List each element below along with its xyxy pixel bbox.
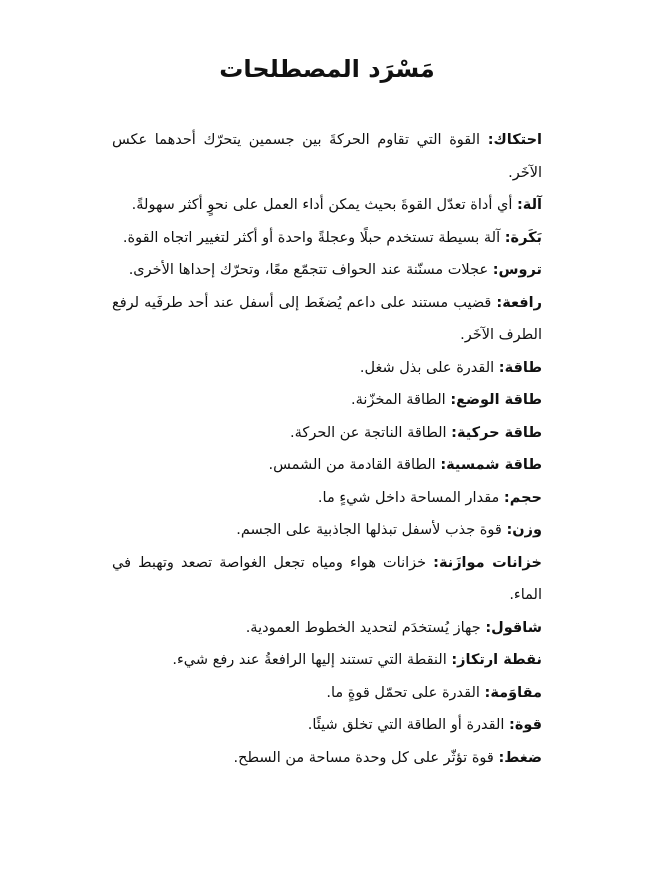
glossary-definition: القدرة على بذل شغل. bbox=[359, 359, 499, 376]
glossary-definition: جهاز يُستخدَم لتحديد الخطوط العمودية. bbox=[245, 619, 486, 636]
glossary-term: مقاوَمة: bbox=[484, 684, 542, 701]
glossary-list bbox=[112, 124, 542, 774]
glossary-term: طاقة شمسية: bbox=[440, 457, 542, 473]
glossary-definition: قوة تؤثّر على كل وحدة مساحة من السطح. bbox=[233, 749, 499, 766]
page-title: مَسْرَد المصطلحات bbox=[219, 55, 435, 83]
glossary-entry bbox=[112, 189, 542, 222]
glossary-term: طاقة حركية: bbox=[451, 424, 542, 441]
glossary-entry bbox=[112, 287, 542, 352]
glossary-entry bbox=[112, 417, 542, 450]
glossary-definition: قضيب مستند على داعم يُضغَط إلى أسفل عند أحد طرفَيه لرفع الطرف الآخَر. bbox=[112, 294, 542, 343]
glossary-term: تروس: bbox=[492, 262, 542, 278]
glossary-term: خزانات موازَنة: bbox=[433, 554, 542, 571]
glossary-entry bbox=[112, 384, 542, 417]
glossary-entry bbox=[112, 254, 542, 287]
glossary-definition: النقطة التي تستند إليها الرافعةُ عند رفع شيء. bbox=[172, 652, 452, 668]
glossary-term: طاقة الوضع: bbox=[450, 392, 542, 408]
glossary-entry bbox=[112, 514, 542, 547]
glossary-definition: قوة جذب لأسفل تبذلها الجاذبية على الجسم. bbox=[236, 522, 507, 538]
glossary-definition: الطاقة المخزّنة. bbox=[351, 392, 451, 408]
glossary-definition: الطاقة الناتجة عن الحركة. bbox=[290, 424, 452, 441]
glossary-definition: عجلات مسنّنة عند الحواف تتجمّع معًا، وتحرّك إحداها الأخرى. bbox=[128, 262, 493, 278]
glossary-entry bbox=[112, 644, 542, 677]
glossary-entry bbox=[112, 612, 542, 645]
glossary-term: احتكاك: bbox=[487, 132, 542, 148]
glossary-term: ضغط: bbox=[498, 749, 542, 766]
glossary-entry bbox=[112, 449, 542, 482]
glossary-term: وزن: bbox=[506, 522, 542, 538]
glossary-definition: خزانات هواء ومياه تجعل الغواصة تصعد وتهبط في الماء. bbox=[112, 554, 542, 603]
glossary-definition: القدرة على تحمّل قوةٍ ما. bbox=[326, 684, 485, 701]
glossary-entry bbox=[112, 677, 542, 710]
glossary-definition: مقدار المساحة داخل شيءٍ ما. bbox=[317, 489, 504, 506]
glossary-entry bbox=[112, 547, 542, 612]
glossary-entry bbox=[112, 742, 542, 775]
glossary-term: نقطة ارتكاز: bbox=[451, 652, 542, 668]
glossary-definition: القوة التي تقاوم الحركةَ بين جسمين يتحرّك أحدهما عكس الآخَر. bbox=[112, 132, 542, 181]
glossary-definition: آلة بسيطة تستخدم حبلًا وعجلةً واحدة أو أكثر لتغيير اتجاه القوة. bbox=[122, 229, 505, 246]
glossary-term: طاقة: bbox=[498, 359, 542, 376]
glossary-term: آلة: bbox=[516, 197, 542, 213]
glossary-term: حجم: bbox=[503, 489, 542, 506]
glossary-definition: الطاقة القادمة من الشمس. bbox=[268, 457, 441, 473]
glossary-entry bbox=[112, 124, 542, 189]
glossary-entry bbox=[112, 352, 542, 385]
glossary-term: قوة: bbox=[509, 717, 542, 733]
glossary-entry bbox=[112, 482, 542, 515]
glossary-term: بَكَرة: bbox=[504, 229, 542, 246]
glossary-definition: أي أداة تعدّل القوةَ بحيث يمكن أداء العمل على نحوٍ أكثر سهولةً. bbox=[131, 197, 517, 213]
glossary-entry bbox=[112, 709, 542, 742]
glossary-entry bbox=[112, 222, 542, 255]
glossary-term: شاقول: bbox=[485, 619, 542, 636]
glossary-term: رافعة: bbox=[496, 294, 542, 311]
glossary-definition: القدرة أو الطاقة التي تخلق شيئًا. bbox=[307, 717, 510, 733]
